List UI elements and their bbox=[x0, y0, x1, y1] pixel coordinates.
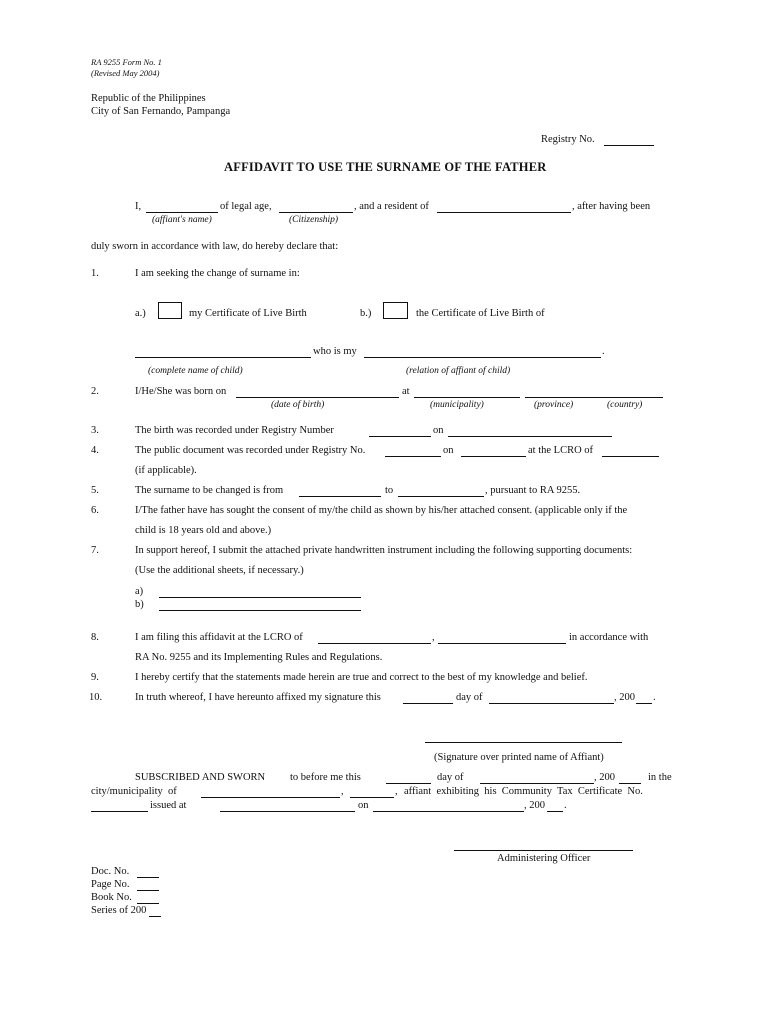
intro-resident: , and a resident of bbox=[354, 201, 429, 212]
ctc-year-field[interactable] bbox=[547, 811, 563, 812]
item-number: 8. bbox=[91, 632, 99, 643]
lcro-province-field[interactable] bbox=[438, 643, 566, 644]
lcro-city-field[interactable] bbox=[318, 643, 431, 644]
jurat-month-field[interactable] bbox=[480, 783, 594, 784]
jurat-comma: , bbox=[341, 786, 344, 797]
option-b-checkbox[interactable] bbox=[383, 302, 408, 319]
birth-province-country-field[interactable] bbox=[525, 397, 663, 398]
signature-year-field[interactable] bbox=[636, 703, 652, 704]
intro-legal-age: of legal age, bbox=[220, 201, 272, 212]
officer-signature-line[interactable] bbox=[454, 850, 633, 851]
item-number: 3. bbox=[91, 425, 99, 436]
child-name-caption: (complete name of child) bbox=[148, 366, 243, 376]
jurat-ctc-label: affiant exhibiting his Community Tax Certificate No. bbox=[404, 786, 643, 797]
option-b-text: the Certificate of Live Birth of bbox=[416, 308, 545, 319]
item-number: 2. bbox=[91, 386, 99, 397]
republic-label: Republic of the Philippines bbox=[91, 93, 206, 104]
series-label: Series of 200 bbox=[91, 905, 147, 916]
supporting-doc-a-field[interactable] bbox=[159, 597, 361, 598]
residence-field[interactable] bbox=[437, 212, 571, 213]
form-number: RA 9255 Form No. 1 bbox=[91, 57, 162, 67]
officer-caption: Administering Officer bbox=[497, 853, 591, 864]
ctc-date-field[interactable] bbox=[373, 811, 524, 812]
municipality-caption: (municipality) bbox=[430, 400, 484, 410]
item10-text: In truth whereof, I have hereunto affixed my signature this bbox=[135, 692, 381, 703]
item-number: 4. bbox=[91, 445, 99, 456]
affiant-signature-caption: (Signature over printed name of Affiant) bbox=[434, 752, 604, 763]
jurat-subscribed: SUBSCRIBED AND SWORN bbox=[135, 772, 266, 783]
jurat-on: on bbox=[358, 800, 369, 811]
country-caption: (country) bbox=[607, 400, 643, 410]
form-revision: (Revised May 2004) bbox=[91, 68, 160, 78]
item10-period: . bbox=[653, 692, 656, 703]
item8-text: I am filing this affidavit at the LCRO of bbox=[135, 632, 303, 643]
citizenship-caption: (Citizenship) bbox=[289, 215, 339, 225]
jurat-to-before: to before me this bbox=[290, 772, 361, 783]
affiant-name-caption: (affiant's name) bbox=[152, 215, 212, 225]
item9-text: I hereby certify that the statements made herein are true and correct to the best of my knowledge and belief. bbox=[135, 672, 588, 683]
item-number: 9. bbox=[91, 672, 99, 683]
jurat-day-of: day of bbox=[437, 772, 464, 783]
registry-label: Registry No. bbox=[541, 134, 595, 145]
page-title: AFFIDAVIT TO USE THE SURNAME OF THE FATHER bbox=[224, 160, 547, 174]
who-is-my-label: who is my bbox=[313, 346, 357, 357]
jurat-year: , 200 bbox=[594, 772, 615, 783]
born-on-label: I/He/She was born on bbox=[135, 386, 227, 397]
born-at-label: at bbox=[402, 386, 410, 397]
option-b-label: b.) bbox=[360, 308, 372, 319]
city-label: City of San Fernando, Pampanga bbox=[91, 106, 231, 117]
option-a-checkbox[interactable] bbox=[158, 302, 182, 319]
ctc-number-field[interactable] bbox=[91, 811, 148, 812]
jurat-year-field[interactable] bbox=[619, 783, 641, 784]
birth-date-caption: (date of birth) bbox=[271, 400, 325, 410]
item-number: 1. bbox=[91, 268, 99, 279]
birth-date-field[interactable] bbox=[236, 397, 399, 398]
registry-number-birth-field[interactable] bbox=[369, 436, 431, 437]
item5-text: The surname to be changed is from bbox=[135, 485, 284, 496]
jurat-city-field[interactable] bbox=[201, 797, 340, 798]
item3-on: on bbox=[433, 425, 444, 436]
item4-lcro: at the LCRO of bbox=[528, 445, 594, 456]
option-a-text: my Certificate of Live Birth bbox=[189, 308, 307, 319]
child-name-field[interactable] bbox=[135, 357, 311, 358]
item7-text-line2: (Use the additional sheets, if necessary.) bbox=[135, 565, 304, 576]
citizenship-field[interactable] bbox=[279, 212, 353, 213]
intro-after: , after having been bbox=[572, 201, 651, 212]
registry-date-field[interactable] bbox=[448, 436, 612, 437]
item5-pursuant: , pursuant to RA 9255. bbox=[485, 485, 581, 496]
item-number: 6. bbox=[91, 505, 99, 516]
item5-to: to bbox=[385, 485, 394, 496]
item4-on: on bbox=[443, 445, 454, 456]
item6-text-line2: child is 18 years old and above.) bbox=[135, 525, 272, 536]
item7-text-line1: In support hereof, I submit the attached private handwritten instrument including the following supporting documents: bbox=[135, 545, 633, 556]
intro-i: I, bbox=[135, 201, 142, 212]
doc-no-field[interactable] bbox=[137, 877, 159, 878]
relation-caption: (relation of affiant of child) bbox=[406, 366, 511, 376]
jurat-issued-at: issued at bbox=[150, 800, 187, 811]
affiant-name-field[interactable] bbox=[146, 212, 218, 213]
registry-number-field[interactable] bbox=[604, 145, 654, 146]
item8-accordance: in accordance with bbox=[569, 632, 649, 643]
page-no-label: Page No. bbox=[91, 879, 130, 890]
item10-day-of: day of bbox=[456, 692, 483, 703]
book-no-label: Book No. bbox=[91, 892, 132, 903]
jurat-day-field[interactable] bbox=[386, 783, 431, 784]
item8-text-line2: RA No. 9255 and its Implementing Rules and Regulations. bbox=[135, 652, 383, 663]
surname-from-field[interactable] bbox=[299, 496, 381, 497]
book-no-field[interactable] bbox=[137, 903, 159, 904]
ctc-place-field[interactable] bbox=[220, 811, 355, 812]
item10-year: , 200 bbox=[614, 692, 635, 703]
jurat-in-the: in the bbox=[648, 772, 672, 783]
affiant-signature-line[interactable] bbox=[425, 742, 622, 743]
item3-text: The birth was recorded under Registry Number bbox=[135, 425, 334, 436]
jurat-comma-2: , bbox=[395, 786, 398, 797]
item4-text: The public document was recorded under Registry No. bbox=[135, 445, 366, 456]
signature-month-field[interactable] bbox=[489, 703, 614, 704]
item-number: 10. bbox=[89, 692, 103, 703]
jurat-province-field[interactable] bbox=[350, 797, 394, 798]
relation-period: . bbox=[602, 346, 605, 357]
birth-municipality-field[interactable] bbox=[414, 397, 520, 398]
jurat-period: . bbox=[564, 800, 567, 811]
item8-comma: , bbox=[432, 632, 435, 643]
item1-text: I am seeking the change of surname in: bbox=[135, 268, 300, 279]
item-number: 5. bbox=[91, 485, 99, 496]
supporting-doc-b-field[interactable] bbox=[159, 610, 361, 611]
sworn-text: duly sworn in accordance with law, do hereby declare that: bbox=[91, 241, 339, 252]
signature-day-field[interactable] bbox=[403, 703, 453, 704]
item4-if-applicable: (if applicable). bbox=[135, 465, 197, 476]
public-doc-date-field[interactable] bbox=[461, 456, 526, 457]
item-number: 7. bbox=[91, 545, 99, 556]
surname-to-field[interactable] bbox=[398, 496, 484, 497]
item6-text-line1: I/The father have has sought the consent of my/the child as shown by his/her attached consent. (applicable only if the bbox=[135, 505, 628, 516]
relation-field[interactable] bbox=[364, 357, 601, 358]
doc-a-label: a) bbox=[135, 586, 144, 597]
page-no-field[interactable] bbox=[137, 890, 159, 891]
jurat-ctc-year: , 200 bbox=[524, 800, 545, 811]
doc-no-label: Doc. No. bbox=[91, 866, 130, 877]
public-doc-lcro-field[interactable] bbox=[602, 456, 659, 457]
doc-b-label: b) bbox=[135, 599, 144, 610]
jurat-city-label: city/municipality of bbox=[91, 786, 177, 797]
public-doc-registry-field[interactable] bbox=[385, 456, 441, 457]
series-year-field[interactable] bbox=[149, 916, 161, 917]
province-caption: (province) bbox=[534, 400, 574, 410]
option-a-label: a.) bbox=[135, 308, 146, 319]
